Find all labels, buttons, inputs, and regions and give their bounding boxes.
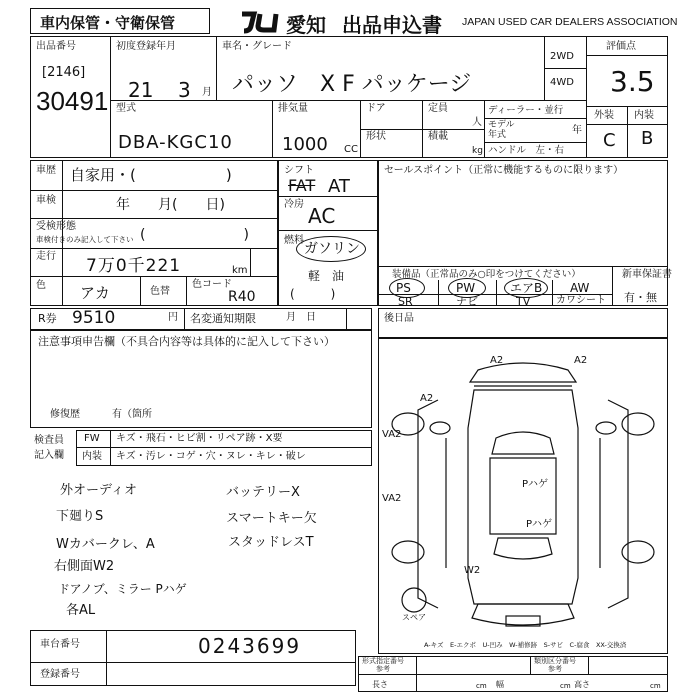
fuel-paren: ( ) [290, 287, 336, 301]
rear-glass [494, 538, 552, 559]
capacity-label: 定員 [428, 103, 448, 114]
repair-value: 有（箇所 [112, 409, 152, 420]
mark-w2: W2 [464, 565, 481, 576]
lot-number: 30491 [36, 86, 109, 116]
fw-label: FW [84, 433, 100, 444]
equip-ps: PS [396, 281, 411, 295]
chassis-label: 車台番号 [40, 639, 80, 650]
warranty-label: 新車保証書 [622, 269, 672, 280]
drive-2wd: 2WD [550, 51, 574, 62]
remark-1: 外オーディオ [60, 483, 137, 498]
warranty-value: 有・無 [624, 291, 657, 304]
footer-ref2: 参考 [548, 665, 562, 673]
form-title: 出品申込書 [342, 13, 442, 37]
history-value: 自家用・( ) [70, 166, 232, 184]
color-label: 色 [36, 280, 46, 291]
ac-label: 冷房 [284, 199, 304, 210]
ju-logo [238, 6, 284, 36]
color-value: アカ [80, 284, 110, 302]
inspector-label2: 記入欄 [34, 450, 64, 461]
lot-bracket: [2146] [42, 65, 86, 80]
mark-phage-roof: Pハゲ [522, 479, 549, 490]
dealer-label: ディーラー・並行 [488, 105, 564, 116]
mark-a2-left: A2 [420, 393, 434, 404]
mark-a2-top: A2 [490, 355, 504, 366]
front-bumper-outline [470, 363, 576, 382]
mark-a2-topright: A2 [574, 355, 588, 366]
tax-unit: 円 [168, 312, 178, 323]
equip-seat: カワシート [556, 295, 606, 306]
diagram-legend: A-キズ E-エクボ U-凹み W-補修跡 S-サビ C-腐食 XX-交換済 [424, 641, 627, 649]
inspection-value: 年 月( 日) [116, 197, 225, 213]
tax-label: R券 [38, 312, 57, 325]
later-label: 後日品 [384, 313, 414, 324]
repair-label: 修復歴 [50, 409, 80, 420]
model-year-label1: モデル [488, 120, 515, 130]
equip-pw: PW [456, 281, 476, 295]
drive-4wd: 4WD [550, 77, 574, 88]
model-value: パッソ X F パッケージ [232, 72, 472, 97]
mileage-unit: km [232, 265, 248, 276]
logo-region: 愛知 [286, 13, 326, 37]
fuel-alt: 軽 油 [308, 269, 345, 283]
registration-month: 3 [178, 78, 191, 102]
body-outline [468, 390, 578, 604]
right-rear-wheel [622, 541, 654, 563]
left-rear-wheel [392, 541, 424, 563]
footer-width-unit: cm [560, 682, 571, 690]
footer-len-unit: cm [476, 682, 487, 690]
type-value: DBA-KGC10 [118, 132, 233, 153]
footer-label1: 形式指定番号 [362, 657, 404, 665]
left-front-mirror [430, 422, 450, 434]
fuel-label: 燃料 [284, 235, 304, 246]
load-label: 積載 [428, 131, 448, 142]
storage-label: 車内保管・守衛保管 [40, 14, 176, 32]
registration-label: 初度登録年月 [116, 41, 176, 52]
remark-9: スタッドレスT [228, 535, 314, 550]
footer-height: 高さ [574, 680, 590, 689]
shift-label: シフト [284, 165, 314, 176]
displacement-unit: CC [344, 144, 358, 155]
model-label: 車名・グレード [222, 41, 292, 52]
deadline-unit: 月 日 [286, 312, 316, 323]
car-diagram [378, 338, 668, 654]
displacement-value: 1000 [282, 134, 328, 155]
color-change-label: 色替 [150, 286, 170, 297]
footer-length: 長さ [372, 680, 388, 689]
remark-2: 下廻りS [56, 509, 104, 524]
front-glass [492, 432, 554, 454]
remark-7: バッテリーX [226, 485, 300, 500]
footer-ref1: 参考 [376, 665, 390, 673]
remark-4: 右側面W2 [54, 559, 115, 574]
shift-struck: FAT [288, 176, 316, 195]
remark-5: ドアノブ、ミラー Pハゲ [58, 582, 187, 596]
rear-bumper-outline [472, 604, 574, 625]
score-label: 評価点 [606, 41, 636, 52]
reception-value: ( ) [140, 227, 249, 243]
colorcode-label: 色コード [192, 279, 232, 290]
reception-label: 受検形態 [36, 221, 76, 232]
footer-label2: 類別区分番号 [534, 657, 576, 665]
equip-navi: ナビ [456, 295, 478, 308]
ac-value: AC [308, 204, 336, 228]
lot-label: 出品番号 [36, 41, 76, 52]
model-year-label2: 年式 [488, 130, 507, 140]
equip-airbag: エアB [510, 281, 543, 295]
fuel-value: ガソリン [304, 241, 360, 257]
mileage-label: 走行 [36, 251, 56, 262]
reception-note: 車検付きのみ記入して下さい [36, 235, 134, 244]
notes-label: 注意事項申告欄（不具合内容等は具体的に記入して下さい） [38, 335, 335, 348]
equip-ps-circle [389, 278, 425, 298]
displacement-label: 排気量 [278, 103, 308, 114]
remark-3: Wカバークレ、A [56, 537, 155, 552]
equip-tv: TV [516, 295, 531, 308]
equip-airbag-circle [504, 278, 548, 298]
inspector-label1: 検査員 [34, 435, 64, 446]
footer-height-unit: cm [650, 682, 661, 690]
handle-label: ハンドル 左・右 [488, 145, 565, 156]
tax-value: 9510 [72, 308, 116, 328]
type-label: 型式 [116, 103, 136, 114]
registration-month-unit: 月 [202, 87, 212, 98]
exterior-grade: C [603, 130, 616, 151]
equip-label: 装備品（正常品のみ○印をつけてください） [392, 269, 581, 280]
exterior-label: 外装 [594, 110, 614, 121]
chassis-value: 0243699 [198, 634, 302, 658]
equip-pw-circle [448, 278, 486, 298]
interior-label: 内装 [634, 110, 654, 121]
fw-items: キズ・飛石・ヒビ割・リペア跡・X要 [116, 433, 283, 444]
colorcode-value: R40 [228, 289, 256, 305]
mark-va2-left-lower: VA2 [382, 493, 402, 504]
score-value: 3.5 [610, 65, 655, 98]
inspection-label: 車検 [36, 195, 56, 206]
spare-label: スペア [402, 613, 426, 622]
equip-sr: SR [398, 295, 413, 308]
door-label: ドア [366, 103, 386, 114]
later-block [378, 308, 668, 338]
sales-point-label: セールスポイント（正常に機能するものに限ります） [384, 165, 624, 176]
association-name: JAPAN USED CAR DEALERS ASSOCIATION [462, 16, 678, 28]
deadline-label: 名変通知期限 [190, 312, 256, 325]
remark-6: 各AL [66, 603, 96, 618]
mark-va2-left-upper: VA2 [382, 429, 402, 440]
remark-8: スマートキー欠 [226, 511, 317, 526]
footer-width: 幅 [496, 680, 504, 689]
registration-year: 21 [128, 78, 154, 102]
model-year-unit: 年 [572, 125, 582, 136]
reg-label: 登録番号 [40, 669, 80, 680]
shift-value: AT [328, 176, 350, 197]
mileage-value: 7万0千221 [86, 256, 182, 276]
capacity-unit: 人 [472, 117, 482, 128]
shape-label: 形状 [366, 131, 386, 142]
history-label: 車歴 [36, 165, 56, 176]
right-front-wheel [622, 413, 654, 435]
interior-inspect-items: キズ・汚レ・コゲ・穴・ヌレ・キレ・破レ [116, 451, 306, 462]
load-unit: kg [472, 146, 483, 156]
interior-inspect-label: 内装 [82, 451, 102, 462]
interior-grade: B [641, 128, 654, 149]
equip-aw: AW [570, 281, 590, 295]
mark-phage-rear: Pハゲ [526, 519, 553, 530]
right-front-mirror [596, 422, 616, 434]
